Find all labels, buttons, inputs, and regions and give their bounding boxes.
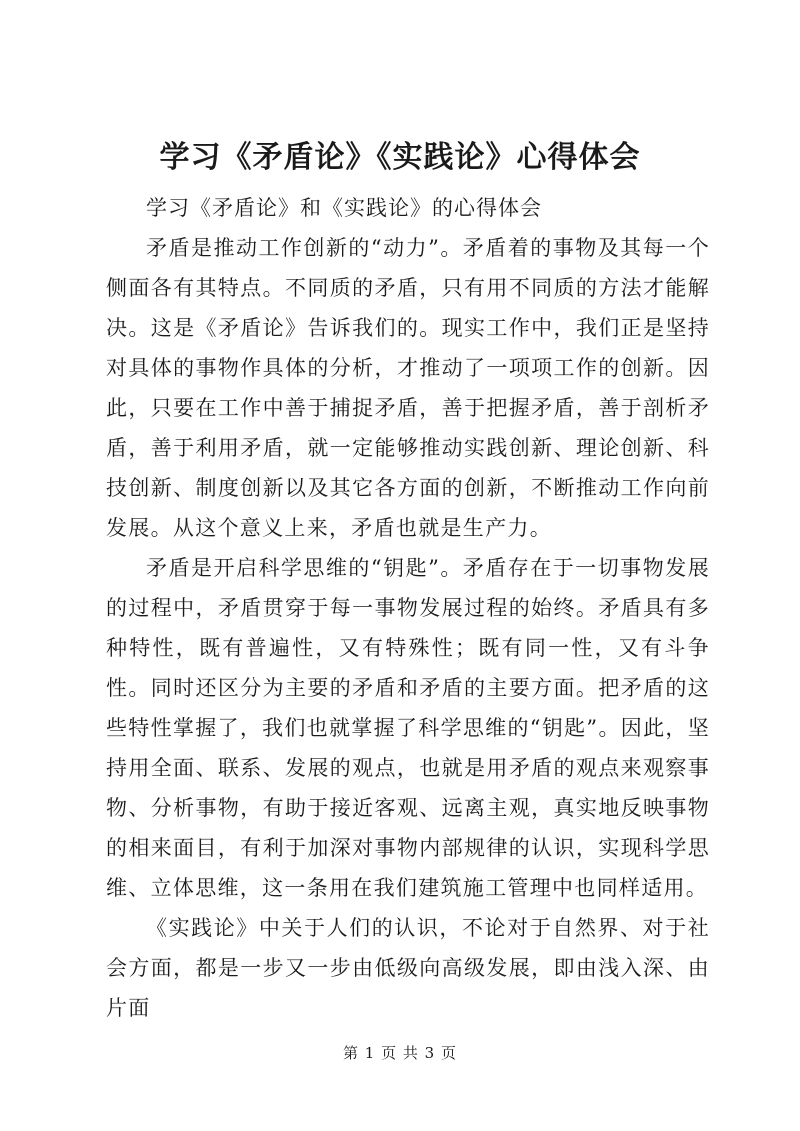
document-subtitle: 学习《矛盾论》和《实践论》的心得体会 (146, 196, 542, 220)
paragraph-3: 《实践论》中关于人们的认识，不论对于自然界、对于社会方面，都是一步又一步由低级向高级发展，即由浅入深、由片面 (106, 916, 710, 1020)
document-body (106, 188, 710, 1028)
paragraph-1: 矛盾是推动工作创新的“动力”。矛盾着的事物及其每一个侧面各有其特点。不同质的矛盾，只有用不同质的方法才能解决。这是《矛盾论》告诉我们的。现实工作中，我们正是坚持对具体的事物作具体的分析，才推动了一项项工作的创新。因此，只要在工作中善于捕捉矛盾，善于把握矛盾，善于剖析矛盾，善于利用矛盾，就一定能够推动实践创新、理论创新、科技创新、制度创新以及其它各方面的创新，不断推动工作向前发展。从这个意义上来，矛盾也就是生产力。 (106, 236, 710, 540)
page-number-footer: 第 1 页 共 3 页 (343, 1044, 457, 1062)
document-title: 学习《矛盾论》《实践论》心得体会 (159, 140, 641, 175)
paragraph-2: 矛盾是开启科学思维的“钥匙”。矛盾存在于一切事物发展的过程中，矛盾贯穿于每一事物发展过程的始终。矛盾具有多种特性，既有普遍性，又有特殊性；既有同一性，又有斗争性。同时还区分为主要的矛盾和矛盾的主要方面。把矛盾的这些特性掌握了，我们也就掌握了科学思维的“钥匙”。因此，坚持用全面、联系、发展的观点，也就是用矛盾的观点来观察事物、分析事物，有助于接近客观、远离主观，真实地反映事物的相来面目，有利于加深对事物内部规律的认识，实现科学思维、立体思维，这一条用在我们建筑施工管理中也同样适用。 (106, 556, 710, 900)
